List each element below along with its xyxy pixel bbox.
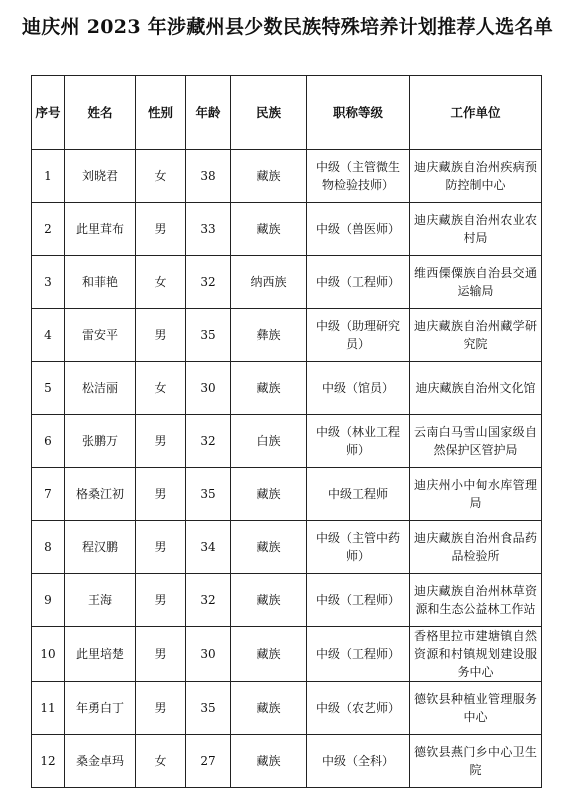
table-row bbox=[32, 256, 542, 309]
cell-title-level: 中级（工程师） bbox=[307, 574, 410, 627]
cell-age: 30 bbox=[186, 627, 231, 682]
cell-ethnicity: 藏族 bbox=[231, 682, 307, 735]
cell-name: 雷安平 bbox=[65, 309, 136, 362]
cell-work-unit: 迪庆藏族自治州林草资源和生态公益林工作站 bbox=[410, 574, 542, 627]
cell-index: 4 bbox=[32, 309, 65, 362]
cell-ethnicity: 藏族 bbox=[231, 203, 307, 256]
cell-age: 35 bbox=[186, 309, 231, 362]
cell-name: 刘晓君 bbox=[65, 150, 136, 203]
cell-age: 33 bbox=[186, 203, 231, 256]
cell-gender: 男 bbox=[136, 521, 186, 574]
cell-gender: 女 bbox=[136, 150, 186, 203]
cell-gender: 男 bbox=[136, 203, 186, 256]
cell-age: 35 bbox=[186, 682, 231, 735]
cell-index: 6 bbox=[32, 415, 65, 468]
cell-name: 张鹏万 bbox=[65, 415, 136, 468]
cell-index: 9 bbox=[32, 574, 65, 627]
cell-gender: 男 bbox=[136, 682, 186, 735]
cell-work-unit: 德钦县燕门乡中心卫生院 bbox=[410, 735, 542, 788]
cell-title-level: 中级（工程师） bbox=[307, 627, 410, 682]
cell-work-unit: 迪庆藏族自治州农业农村局 bbox=[410, 203, 542, 256]
table-row bbox=[32, 415, 542, 468]
cell-title-level: 中级（兽医师） bbox=[307, 203, 410, 256]
cell-ethnicity: 藏族 bbox=[231, 362, 307, 415]
table-row bbox=[32, 627, 542, 682]
cell-index: 12 bbox=[32, 735, 65, 788]
cell-name: 此里培楚 bbox=[65, 627, 136, 682]
cell-age: 35 bbox=[186, 468, 231, 521]
candidate-table bbox=[31, 75, 542, 788]
table-row bbox=[32, 682, 542, 735]
cell-work-unit: 云南白马雪山国家级自然保护区管护局 bbox=[410, 415, 542, 468]
cell-work-unit: 迪庆州小中甸水库管理局 bbox=[410, 468, 542, 521]
cell-work-unit: 香格里拉市建塘镇自然资源和村镇规划建设服务中心 bbox=[410, 627, 542, 682]
cell-name: 格桑江初 bbox=[65, 468, 136, 521]
cell-index: 1 bbox=[32, 150, 65, 203]
cell-index: 8 bbox=[32, 521, 65, 574]
header-name: 姓名 bbox=[65, 76, 136, 150]
cell-age: 27 bbox=[186, 735, 231, 788]
header-ethnicity: 民族 bbox=[231, 76, 307, 150]
cell-work-unit: 德钦县种植业管理服务中心 bbox=[410, 682, 542, 735]
cell-work-unit: 维西傈僳族自治县交通运输局 bbox=[410, 256, 542, 309]
cell-title-level: 中级（主管微生物检验技师） bbox=[307, 150, 410, 203]
table-row bbox=[32, 521, 542, 574]
table-row bbox=[32, 309, 542, 362]
cell-ethnicity: 彝族 bbox=[231, 309, 307, 362]
cell-title-level: 中级（主管中药师） bbox=[307, 521, 410, 574]
table-header-row bbox=[32, 76, 542, 150]
cell-age: 32 bbox=[186, 415, 231, 468]
cell-gender: 女 bbox=[136, 256, 186, 309]
cell-gender: 男 bbox=[136, 574, 186, 627]
cell-age: 34 bbox=[186, 521, 231, 574]
cell-ethnicity: 藏族 bbox=[231, 521, 307, 574]
cell-age: 32 bbox=[186, 574, 231, 627]
cell-ethnicity: 藏族 bbox=[231, 735, 307, 788]
table-row bbox=[32, 362, 542, 415]
cell-gender: 女 bbox=[136, 735, 186, 788]
cell-ethnicity: 藏族 bbox=[231, 468, 307, 521]
cell-name: 和菲艳 bbox=[65, 256, 136, 309]
table-row bbox=[32, 150, 542, 203]
cell-age: 32 bbox=[186, 256, 231, 309]
cell-name: 王海 bbox=[65, 574, 136, 627]
cell-ethnicity: 纳西族 bbox=[231, 256, 307, 309]
cell-index: 2 bbox=[32, 203, 65, 256]
header-index: 序号 bbox=[32, 76, 65, 150]
cell-title-level: 中级（全科） bbox=[307, 735, 410, 788]
cell-name: 桑金卓玛 bbox=[65, 735, 136, 788]
cell-ethnicity: 藏族 bbox=[231, 627, 307, 682]
table-row bbox=[32, 203, 542, 256]
cell-name: 此里茸布 bbox=[65, 203, 136, 256]
cell-work-unit: 迪庆藏族自治州文化馆 bbox=[410, 362, 542, 415]
cell-age: 38 bbox=[186, 150, 231, 203]
cell-work-unit: 迪庆藏族自治州疾病预防控制中心 bbox=[410, 150, 542, 203]
table-row bbox=[32, 574, 542, 627]
cell-work-unit: 迪庆藏族自治州藏学研究院 bbox=[410, 309, 542, 362]
cell-ethnicity: 藏族 bbox=[231, 574, 307, 627]
cell-name: 年勇白丁 bbox=[65, 682, 136, 735]
cell-gender: 女 bbox=[136, 362, 186, 415]
cell-gender: 男 bbox=[136, 415, 186, 468]
cell-gender: 男 bbox=[136, 627, 186, 682]
cell-name: 程汉鹏 bbox=[65, 521, 136, 574]
cell-index: 10 bbox=[32, 627, 65, 682]
cell-index: 11 bbox=[32, 682, 65, 735]
cell-gender: 男 bbox=[136, 309, 186, 362]
header-age: 年龄 bbox=[186, 76, 231, 150]
cell-index: 3 bbox=[32, 256, 65, 309]
header-work-unit: 工作单位 bbox=[410, 76, 542, 150]
cell-ethnicity: 白族 bbox=[231, 415, 307, 468]
cell-gender: 男 bbox=[136, 468, 186, 521]
document-title: 迪庆州 2023 年涉藏州县少数民族特殊培养计划推荐人选名单 bbox=[21, 16, 554, 38]
cell-title-level: 中级（农艺师） bbox=[307, 682, 410, 735]
cell-title-level: 中级（馆员） bbox=[307, 362, 410, 415]
cell-work-unit: 迪庆藏族自治州食品药品检验所 bbox=[410, 521, 542, 574]
cell-index: 5 bbox=[32, 362, 65, 415]
header-gender: 性别 bbox=[136, 76, 186, 150]
cell-index: 7 bbox=[32, 468, 65, 521]
cell-title-level: 中级（工程师） bbox=[307, 256, 410, 309]
cell-age: 30 bbox=[186, 362, 231, 415]
table-row bbox=[32, 735, 542, 788]
cell-ethnicity: 藏族 bbox=[231, 150, 307, 203]
cell-title-level: 中级（林业工程师） bbox=[307, 415, 410, 468]
cell-title-level: 中级（助理研究员） bbox=[307, 309, 410, 362]
table-row bbox=[32, 468, 542, 521]
cell-name: 松洁丽 bbox=[65, 362, 136, 415]
cell-title-level: 中级工程师 bbox=[307, 468, 410, 521]
header-title-level: 职称等级 bbox=[307, 76, 410, 150]
